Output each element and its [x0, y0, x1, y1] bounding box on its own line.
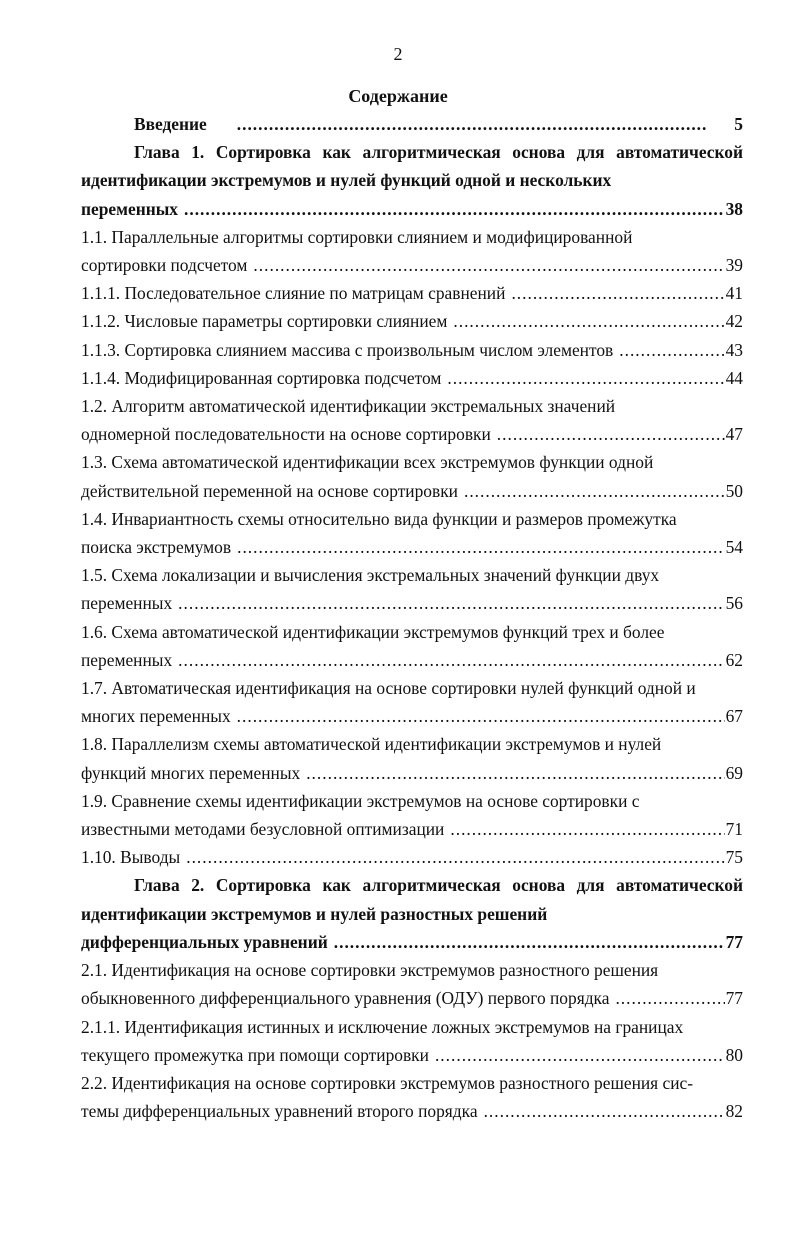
- dot-leader: [435, 1041, 725, 1069]
- toc-entry-page: 62: [725, 649, 743, 670]
- toc-entry-line: 2.1. Идентификация на основе сортировки экстремумов разностного решения: [81, 960, 659, 981]
- toc-entry-page: 77: [725, 931, 743, 952]
- toc-title: Содержание: [348, 86, 448, 106]
- toc-entry-page: 82: [725, 1101, 743, 1122]
- toc-entry-last-line: [81, 1097, 743, 1125]
- dot-leader: [450, 815, 724, 843]
- dot-leader: [184, 195, 725, 223]
- toc-entry-line: 1.3. Схема автоматической идентификации всех экстремумов функции одной: [81, 452, 654, 473]
- toc-entry-page: 50: [725, 480, 743, 501]
- dot-leader: [615, 984, 724, 1012]
- toc-entry: [81, 674, 743, 730]
- toc-entry: [81, 336, 743, 364]
- toc-entry-label: многих переменных: [81, 706, 231, 727]
- toc-entry-last-line: [81, 702, 743, 730]
- toc-entry-label: одномерной последовательности на основе сортировки: [81, 424, 491, 445]
- toc-entry-label: известными методами безусловной оптимизации: [81, 819, 445, 840]
- toc-entry: [81, 1069, 743, 1125]
- toc-entry-page: 80: [725, 1044, 743, 1065]
- toc-entry: [81, 448, 743, 504]
- toc-entry-last-line: [134, 110, 743, 138]
- toc-entry-last-line: [81, 843, 743, 871]
- toc-entry-page: 44: [725, 367, 743, 388]
- dot-leader: [178, 646, 724, 674]
- dot-leader: [464, 477, 725, 505]
- toc-entry-line: 2.2. Идентификация на основе сортировки экстремумов разностного решения сис-: [81, 1072, 694, 1093]
- dot-leader: [237, 702, 725, 730]
- dot-leader: [497, 420, 725, 448]
- toc-entry-label: обыкновенного дифференциального уравнения (ОДУ) первого порядка: [81, 988, 610, 1009]
- toc-entry-label: 1.1.4. Модифицированная сортировка подсчетом: [81, 367, 442, 388]
- toc-entry: [81, 138, 743, 223]
- toc-entry-page: 5: [734, 114, 743, 134]
- toc-entry-last-line: [81, 646, 743, 674]
- toc-entry: [81, 843, 743, 871]
- toc-entry-line: 1.6. Схема автоматической идентификации экстремумов функций трех и более: [81, 621, 665, 642]
- toc-entry-label: функций многих переменных: [81, 762, 301, 783]
- page-number: 2: [393, 44, 403, 64]
- toc-entry: [81, 110, 743, 138]
- toc-entry-label: переменных: [81, 198, 179, 219]
- toc-entry: [81, 223, 743, 279]
- toc-entry-last-line: [81, 1041, 743, 1069]
- toc-entry-page: 71: [725, 819, 743, 840]
- toc-entry-label: Введение: [134, 114, 207, 134]
- toc-entry-line: Глава 1. Сортировка как алгоритмическая основа для автоматической: [134, 142, 743, 163]
- toc-entry-last-line: [81, 279, 743, 307]
- toc-entry: [81, 307, 743, 335]
- toc-entry-line: идентификации экстремумов и нулей разностных решений: [81, 903, 548, 924]
- toc-entry-label: 1.1.1. Последовательное слияние по матрицам сравнений: [81, 283, 506, 304]
- toc-entry-last-line: [81, 533, 743, 561]
- toc-entry-label: текущего промежутка при помощи сортировки: [81, 1044, 429, 1065]
- toc-entry-last-line: [81, 307, 743, 335]
- dot-leader: [334, 928, 725, 956]
- toc-entry-page: 67: [725, 706, 743, 727]
- toc-entry-label: 1.1.2. Числовые параметры сортировки слиянием: [81, 311, 448, 332]
- toc-entry-last-line: [81, 759, 743, 787]
- toc-entry-line: Глава 2. Сортировка как алгоритмическая основа для автоматической: [134, 875, 743, 896]
- toc-entry-page: 56: [725, 593, 743, 614]
- toc-entry-last-line: [81, 477, 743, 505]
- dot-leader: [178, 589, 724, 617]
- toc-entry: [81, 730, 743, 786]
- toc-entry-last-line: [81, 251, 743, 279]
- dot-leader: [186, 843, 724, 871]
- toc-entry-last-line: [81, 420, 743, 448]
- toc-entry-last-line: [81, 928, 743, 956]
- toc-entry-line: идентификации экстремумов и нулей функций одной и нескольких: [81, 170, 612, 191]
- toc-entry: [81, 956, 743, 1012]
- toc-entry-last-line: [81, 364, 743, 392]
- toc-entry-page: 43: [725, 339, 743, 360]
- toc-entry-label: поиска экстремумов: [81, 537, 232, 558]
- toc-entry-last-line: [81, 984, 743, 1012]
- toc-entry-label: переменных: [81, 649, 173, 670]
- toc-entry: [81, 505, 743, 561]
- toc-entry-line: 1.2. Алгоритм автоматической идентификации экстремальных значений: [81, 396, 616, 417]
- toc-entry: [81, 561, 743, 617]
- toc-entry-label: дифференциальных уравнений: [81, 931, 328, 952]
- toc-entry: [81, 871, 743, 956]
- dot-leader: [619, 336, 724, 364]
- dot-leader: [253, 251, 724, 279]
- toc-entry: [81, 1013, 743, 1069]
- toc-entry-page: 75: [725, 847, 743, 868]
- toc-entry-label: 1.1.3. Сортировка слиянием массива с произвольным числом элементов: [81, 339, 614, 360]
- toc-entry-last-line: [81, 815, 743, 843]
- toc-entry: [81, 618, 743, 674]
- toc-entry-line: 1.7. Автоматическая идентификация на основе сортировки нулей функций одной и: [81, 678, 696, 699]
- toc-entry-last-line: [81, 195, 743, 223]
- toc-entry: [81, 279, 743, 307]
- toc-entry-label: темы дифференциальных уравнений второго порядка: [81, 1101, 478, 1122]
- toc-entry-line: 2.1.1. Идентификация истинных и исключение ложных экстремумов на границах: [81, 1016, 684, 1037]
- toc-entry-last-line: [81, 589, 743, 617]
- dot-leader: [453, 307, 724, 335]
- toc-entry-line: 1.1. Параллельные алгоритмы сортировки слиянием и модифицированной: [81, 226, 633, 247]
- toc-entry-label: 1.10. Выводы: [81, 847, 181, 868]
- toc-entry: [81, 392, 743, 448]
- toc-entry-page: 47: [725, 424, 743, 445]
- toc-entry-page: 42: [725, 311, 743, 332]
- toc-entry-page: 77: [725, 988, 743, 1009]
- dot-leader: [306, 759, 724, 787]
- toc-entry: [81, 787, 743, 843]
- dot-leader: [447, 364, 724, 392]
- toc-entry-last-line: [81, 336, 743, 364]
- toc-entry-line: 1.5. Схема локализации и вычисления экстремальных значений функции двух: [81, 565, 660, 586]
- table-of-contents: [81, 110, 743, 1125]
- dot-leader: [237, 110, 707, 138]
- dot-leader: [484, 1097, 725, 1125]
- toc-entry-page: 69: [725, 762, 743, 783]
- toc-entry-line: 1.9. Сравнение схемы идентификации экстремумов на основе сортировки с: [81, 790, 640, 811]
- dot-leader: [237, 533, 725, 561]
- toc-entry-page: 38: [725, 198, 743, 219]
- toc-entry-label: действительной переменной на основе сортировки: [81, 480, 458, 501]
- toc-entry-line: 1.8. Параллелизм схемы автоматической идентификации экстремумов и нулей: [81, 734, 662, 755]
- toc-entry-page: 39: [725, 255, 743, 276]
- toc-entry-line: 1.4. Инвариантность схемы относительно вида функции и размеров промежутка: [81, 508, 677, 529]
- toc-entry-page: 41: [725, 283, 743, 304]
- toc-entry-label: переменных: [81, 593, 173, 614]
- toc-entry-label: сортировки подсчетом: [81, 255, 248, 276]
- toc-entry: [81, 364, 743, 392]
- toc-entry-page: 54: [725, 537, 743, 558]
- dot-leader: [511, 279, 724, 307]
